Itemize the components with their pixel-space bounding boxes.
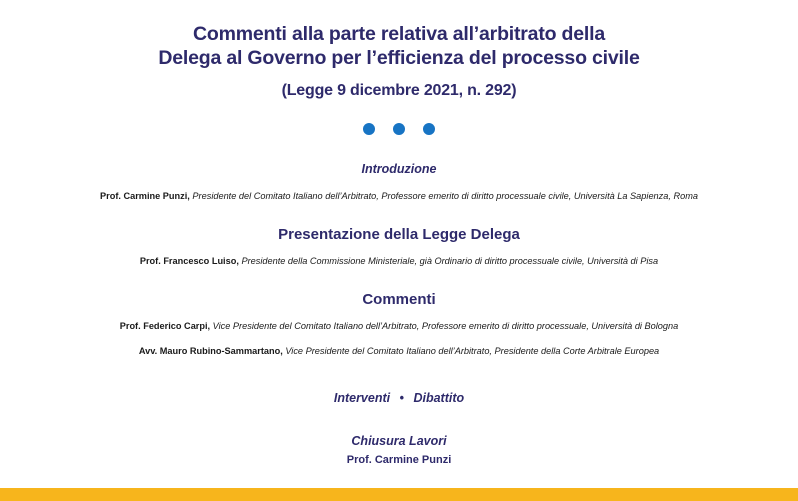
interventi-label: Interventi [333, 391, 391, 405]
speaker-role: Presidente del Comitato Italiano dell’Arbitrato, Professore emerito di diritto processuale civile, Università La Sapienza, Roma [192, 191, 698, 201]
title-line-2: Delega al Governo per l’efficienza del processo civile [158, 47, 640, 69]
speaker-role: Presidente della Commissione Ministeriale, già Ordinario di diritto processuale civile, Università di Pisa [241, 256, 659, 266]
speaker-role: Vice Presidente del Comitato Italiano dell’Arbitrato, Presidente della Corte Arbitrale Europea [285, 346, 660, 356]
speaker-line [0, 346, 798, 356]
speaker-name: Prof. Federico Carpi, [119, 321, 211, 331]
closing-speaker-name: Prof. Carmine Punzi [346, 454, 452, 466]
speaker-role: Vice Presidente del Comitato Italiano dell’Arbitrato, Professore emerito di diritto processuale, Università di Bologna [212, 321, 679, 331]
bottom-accent-bar [0, 488, 798, 501]
speaker-line [0, 256, 798, 266]
title-line-1: Commenti alla parte relativa all’arbitrato della [193, 23, 605, 45]
dibattito-label: Dibattito [413, 391, 465, 405]
decorative-dots [0, 123, 798, 135]
section-heading-presentazione: Presentazione della Legge Delega [278, 226, 520, 243]
speaker-line [0, 191, 798, 201]
section-heading-commenti: Commenti [362, 291, 436, 308]
bullet-separator: • [399, 391, 404, 405]
section-heading-introduzione: Introduzione [361, 162, 437, 176]
dot-icon [393, 123, 405, 135]
section-heading-chiusura: Chiusura Lavori [351, 434, 447, 448]
dot-icon [423, 123, 435, 135]
speaker-name: Prof. Francesco Luiso, [139, 256, 239, 266]
dot-icon [363, 123, 375, 135]
subtitle: (Legge 9 dicembre 2021, n. 292) [281, 82, 517, 99]
section-heading-interventi [0, 391, 798, 405]
speaker-name: Avv. Mauro Rubino-Sammartano, [138, 346, 283, 356]
speaker-name: Prof. Carmine Punzi, [100, 191, 190, 201]
speaker-line [0, 321, 798, 331]
